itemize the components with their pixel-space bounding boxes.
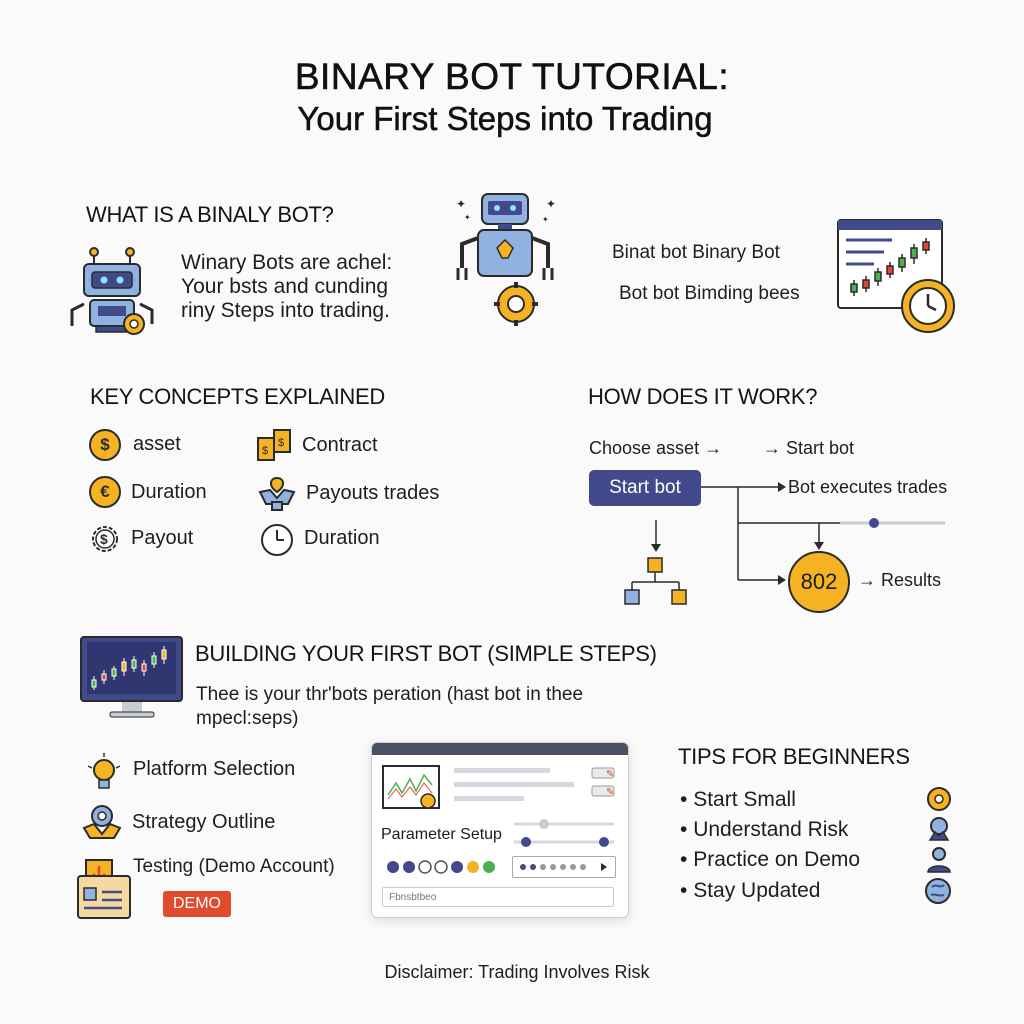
strategy-badge-icon [80,802,124,842]
step-testing-demo: Testing (Demo Account) [133,856,335,877]
flow-executes: Bot executes trades [788,477,948,497]
user-practice-icon [926,846,952,874]
bot-caption-1: Binat bot Binary Bot [612,242,780,263]
tip-item: • Practice on Demo [680,848,861,871]
dollar-coin-icon: $ [89,429,121,461]
building-heading: BUILDING YOUR FIRST BOT (SIMPLE STEPS) [195,641,657,666]
svg-text:✦: ✦ [546,197,557,211]
mini-chart-icon [382,765,442,811]
panel-titlebar [372,743,628,755]
how-it-works-heading: HOW DOES IT WORK? [588,384,818,409]
what-is-desc-3: riny Steps into trading. [181,299,390,322]
tips-heading: TIPS FOR BEGINNERS [678,744,910,769]
monitor-chart-icon [80,636,184,720]
bot-caption-2: Bot bot Bimding bees [619,283,800,304]
flow-results: → Results [858,570,942,590]
target-coin-icon [926,786,952,812]
demo-badge: DEMO [163,891,231,917]
concept-label-contract: Contract [302,434,378,456]
arrow-right-icon: → [763,438,781,458]
page-subtitle: Your First Steps into Trading [297,100,713,137]
svg-text:✦: ✦ [456,197,467,211]
color-swatches[interactable] [380,856,500,878]
concept-label-asset: asset [133,433,181,455]
key-concepts-heading: KEY CONCEPTS EXPLAINED [90,384,385,409]
svg-text:✎: ✎ [606,787,615,798]
parameter-input[interactable] [382,887,614,907]
svg-text:$: $ [262,445,269,457]
concept-label-duration-2: Duration [304,527,380,549]
results-circle: 802 [788,551,850,613]
page-title: BINARY BOT TUTORIAL: [294,56,730,97]
hierarchy-icon [622,556,690,608]
dots-select-indicator [513,857,615,877]
parameter-setup-label: Parameter Setup [381,826,502,843]
what-is-desc-1: Winary Bots are achel: [181,251,393,274]
parameter-sliders[interactable] [510,816,620,850]
tip-item: • Understand Risk [680,818,849,841]
payout-hands-icon [258,474,296,512]
demo-account-icon [76,858,132,920]
trading-chart-window-icon [836,218,958,334]
concept-label-payouts-trades: Payouts trades [306,482,440,504]
building-desc-2: mpecl:seps) [196,708,299,729]
concept-label-payout: Payout [131,527,194,549]
dots-select[interactable] [512,856,616,878]
globe-icon [924,877,952,905]
lightbulb-icon [84,752,124,794]
svg-text:✦: ✦ [464,213,471,222]
clock-icon [259,522,295,558]
building-desc-1: Thee is your thr'bots peration (hast bot in thee [196,684,584,705]
arrow-right-icon: → [858,570,876,590]
robot-gear-icon [64,244,160,340]
tip-item: • Stay Updated [680,879,821,902]
what-is-desc-2: Your bsts and cunding [181,275,389,298]
svg-text:✦: ✦ [542,215,549,224]
disclaimer: Disclaimer: Trading Involves Risk [384,962,650,982]
tip-item: • Start Small [680,788,796,811]
contract-cards-icon [256,428,294,464]
start-bot-button[interactable]: Start bot [589,470,701,506]
svg-text:✎: ✎ [606,769,615,780]
arrow-right-icon: → [704,438,723,458]
step-platform-selection: Platform Selection [133,758,296,780]
flow-start-bot: → Start bot [763,438,855,458]
payout-gear-dollar-icon [88,522,122,556]
svg-text:$: $ [278,437,285,449]
euro-coin-icon: € [89,476,121,508]
step-strategy-outline: Strategy Outline [132,811,276,833]
concept-label-duration: Duration [131,481,207,503]
award-icon [926,816,952,842]
panel-text-lines [452,766,622,810]
flow-choose-asset: Choose asset → [589,438,723,458]
robot-large-icon [450,188,560,330]
svg-text:$: $ [100,531,108,547]
what-is-heading: WHAT IS A BINALY BOT? [86,202,334,227]
